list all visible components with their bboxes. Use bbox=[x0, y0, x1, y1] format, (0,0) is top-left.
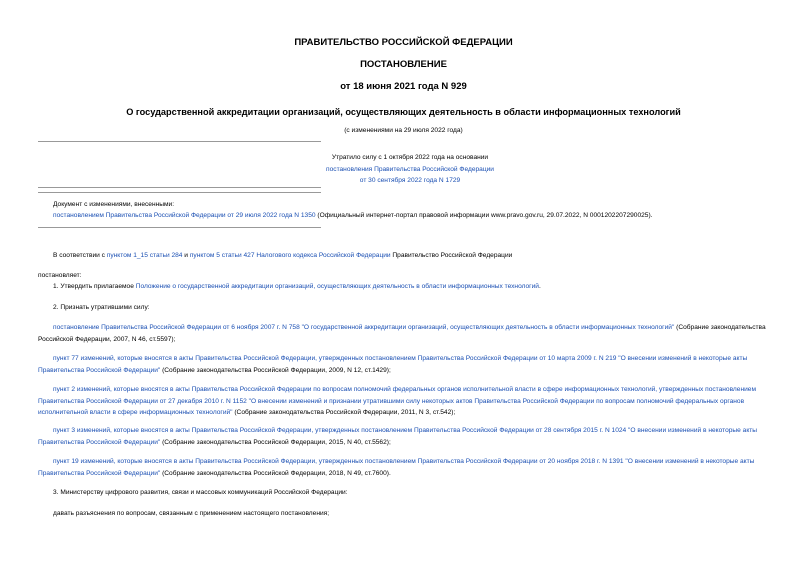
lost-force-text: Утратило силу с 1 октября 2022 года на основании bbox=[331, 154, 489, 161]
divider bbox=[38, 187, 321, 188]
repealed-link-5[interactable]: пункт 19 изменений, которые вносятся в акты Правительства Российской Федерации, утвержденных постановлением Правительства Российской Федерации от 20 ноября 2018 г. N 1391 "О внесении изменений в некоторые акты Правительства Российской Федерации" bbox=[38, 458, 755, 477]
changes-label: Документ с изменениями, внесенными: bbox=[53, 201, 175, 208]
doc-type-heading: ПОСТАНОВЛЕНИЕ bbox=[360, 59, 447, 70]
repealed-item-5 bbox=[38, 456, 770, 479]
changes-tail: (Официальный интернет-портал правовой информации www.pravo.gov.ru, 29.07.2022, N 0001202207290025). bbox=[315, 212, 653, 219]
intro-suffix: Правительство Российской Федерации bbox=[390, 252, 513, 259]
divider bbox=[38, 192, 321, 193]
intro-link-2[interactable]: пунктом 5 статьи 427 Налогового кодекса Российской Федерации bbox=[189, 252, 391, 259]
repealed-item-1 bbox=[38, 322, 770, 345]
repealed-link-4[interactable]: пункт 3 изменений, которые вносятся в акты Правительства Российской Федерации, утвержденных постановлением Правительства Российской Федерации от 28 сентября 2015 г. N 1024 "О внесении изменений в некоторые акты Правительства Российской Федерации" bbox=[38, 427, 758, 446]
intro-and: и bbox=[182, 252, 190, 259]
intro-prefix: В соответствии с bbox=[53, 252, 107, 259]
intro-paragraph bbox=[53, 250, 512, 262]
repealed-tail-5: (Собрание законодательства Российской Федерации, 2018, N 49, ст.7600). bbox=[160, 469, 391, 477]
changes-line bbox=[53, 210, 653, 222]
item-1-link[interactable]: Положение о государственной аккредитации организаций, осуществляющих деятельность в области информационных технологий bbox=[135, 283, 539, 290]
divider bbox=[38, 141, 321, 142]
lost-force-link-2[interactable]: от 30 сентября 2022 года N 1729 bbox=[359, 177, 461, 184]
decrees-word: постановляет: bbox=[38, 272, 82, 279]
repealed-tail-2: (Собрание законодательства Российской Федерации, 2009, N 12, ст.1429); bbox=[160, 366, 391, 374]
repealed-tail-1: (Собрание законодательства Российской Федерации, 2007, N 46, ст.5597); bbox=[38, 324, 766, 343]
repealed-link-3[interactable]: пункт 2 изменений, которые вносятся в акты Правительства Российской Федерации по вопросам полномочий федеральных органов исполнительной власти в сфере информационных технологий, утвержденных постановлением Правительства Российской Федерации от 27 декабря 2010 г. N 1152 "О внесении изменений и признании утратившими силу некоторых актов Правительства Российской Федерации по вопросам полномочий федеральных органов исполнительной власти в сфере информационных технологий" bbox=[38, 386, 756, 416]
document-title: О государственной аккредитации организаций, осуществляющих деятельность в области информационных технологий bbox=[126, 107, 681, 117]
amendment-note: (с изменениями на 29 июля 2022 года) bbox=[344, 127, 463, 134]
lost-force-note bbox=[300, 152, 520, 187]
item-1 bbox=[53, 281, 541, 293]
government-heading: ПРАВИТЕЛЬСТВО РОССИЙСКОЙ ФЕДЕРАЦИИ bbox=[294, 37, 513, 48]
repealed-item-2 bbox=[38, 353, 770, 376]
repealed-item-4 bbox=[38, 425, 770, 448]
item-2: 2. Признать утратившими силу: bbox=[53, 304, 150, 311]
changes-link[interactable]: постановлением Правительства Российской Федерации от 29 июля 2022 года N 1350 bbox=[53, 212, 316, 219]
intro-link-1[interactable]: пунктом 1_15 статьи 284 bbox=[106, 252, 183, 259]
repealed-link-1[interactable]: постановление Правительства Российской Федерации от 6 ноября 2007 г. N 758 "О государственной аккредитации организаций, осуществляющих деятельность в области информационных технологий" bbox=[53, 324, 675, 331]
lost-force-link-1[interactable]: постановления Правительства Российской Федерации bbox=[326, 165, 494, 173]
item-3-subitem: давать разъяснения по вопросам, связанным с применением настоящего постановления; bbox=[53, 510, 330, 517]
item-3: 3. Министерству цифрового развития, связи и массовых коммуникаций Российской Федерации: bbox=[53, 489, 348, 496]
repealed-tail-4: (Собрание законодательства Российской Федерации, 2015, N 40, ст.5562); bbox=[160, 438, 391, 446]
repealed-link-2[interactable]: пункт 77 изменений, которые вносятся в акты Правительства Российской Федерации, утвержденных постановлением Правительства Российской Федерации от 10 марта 2009 г. N 219 "О внесении изменений в некоторые акты Правительства Российской Федерации" bbox=[38, 355, 748, 374]
item-1-prefix: 1. Утвердить прилагаемое bbox=[53, 283, 136, 290]
item-1-suffix: . bbox=[538, 283, 541, 290]
repealed-item-3 bbox=[38, 384, 770, 419]
repealed-tail-3: (Собрание законодательства Российской Федерации, 2011, N 3, ст.542); bbox=[232, 409, 456, 416]
divider bbox=[38, 227, 321, 228]
date-number-heading: от 18 июня 2021 года N 929 bbox=[340, 81, 467, 92]
